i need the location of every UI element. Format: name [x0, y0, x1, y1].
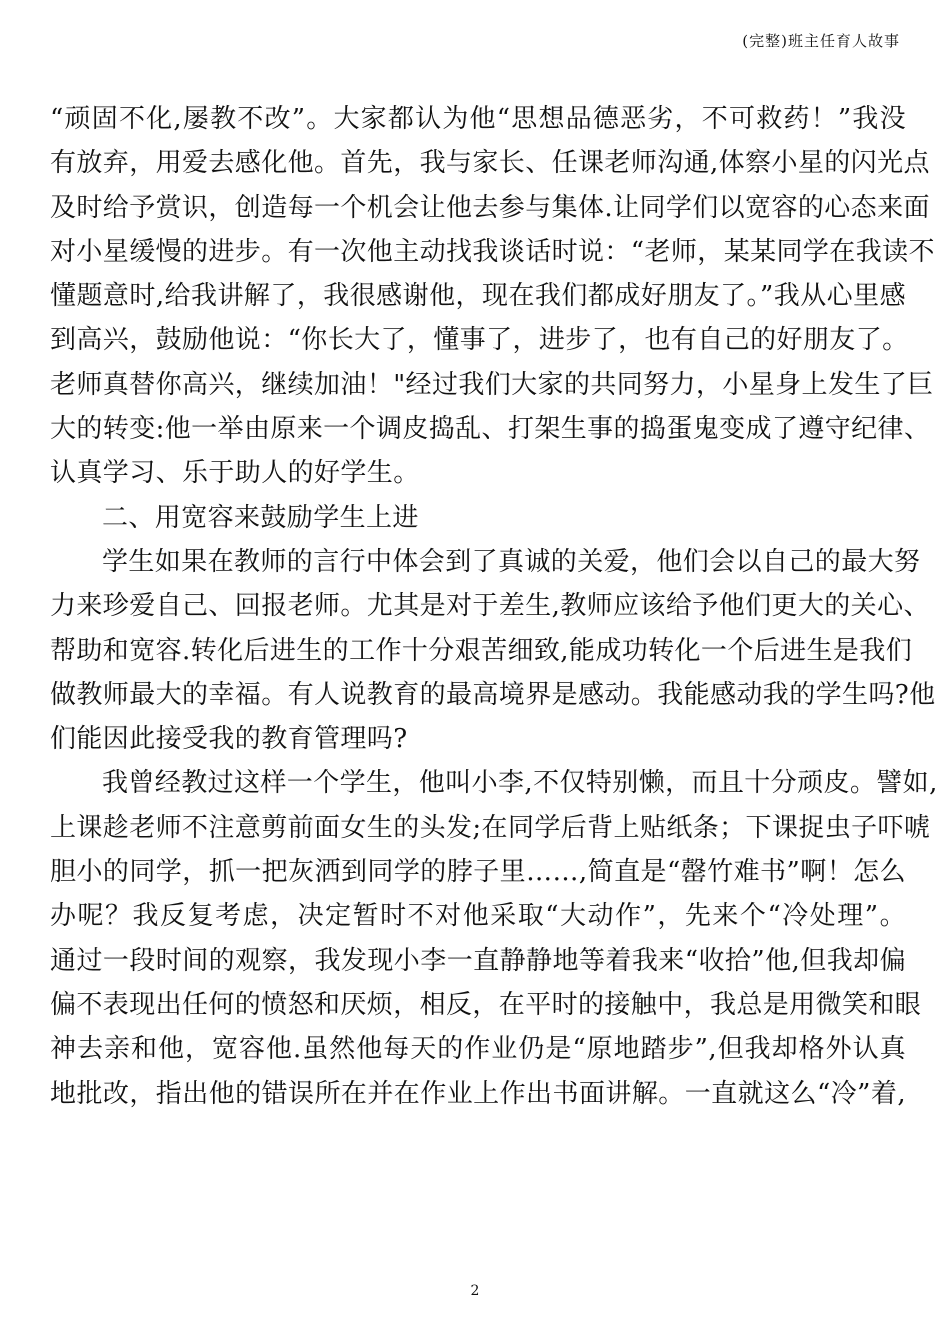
text-line: 有放弃，用爱去感化他。首先，我与家长、任课老师沟通,体察小星的闪光点	[50, 148, 930, 179]
page-number: 2	[470, 1283, 480, 1299]
text-line: 做教师最大的幸福。有人说教育的最高境界是感动。我能感动我的学生吗?他	[50, 679, 936, 710]
text-line: 办呢？我反复考虑，决定暂时不对他采取“大动作”，先来个“冷处理”。	[50, 901, 906, 932]
text-line: 懂题意时,给我讲解了，我很感谢他，现在我们都成好朋友了。”我从心里感	[50, 281, 906, 312]
text-line: 我曾经教过这样一个学生，他叫小李,不仅特别懒，而且十分顽皮。譬如,	[102, 768, 938, 799]
text-line: 上课趁老师不注意剪前面女生的头发;在同学后背上贴纸条；下课捉虫子吓唬	[50, 812, 931, 843]
text-line: 力来珍爱自己、回报老师。尤其是对于差生,教师应该给予他们更大的关心、	[50, 591, 930, 622]
text-line: 学生如果在教师的言行中体会到了真诚的关爱，他们会以自己的最大努	[102, 546, 921, 577]
section-heading: 二、用宽容来鼓励学生上进	[102, 502, 419, 533]
text-line: 们能因此接受我的教育管理吗?	[50, 724, 408, 755]
document-header-title: (完整)班主任育人故事	[742, 32, 900, 50]
text-line: 帮助和宽容.转化后进生的工作十分艰苦细致,能成功转化一个后进生是我们	[50, 635, 913, 666]
text-line: 地批改，指出他的错误所在并在作业上作出书面讲解。一直就这么“冷”着,	[50, 1078, 906, 1109]
text-line: 及时给予赏识，创造每一个机会让他去参与集体.让同学们以宽容的心态来面	[50, 192, 930, 223]
text-line: 胆小的同学，抓一把灰洒到同学的脖子里……,简直是“罄竹难书”啊！怎么	[50, 857, 906, 888]
text-line: 到高兴，鼓励他说：“你长大了，懂事了，进步了，也有自己的好朋友了。	[50, 325, 909, 356]
text-line: 老师真替你高兴，继续加油！"经过我们大家的共同努力，小星身上发生了巨	[50, 369, 934, 400]
text-line: 偏不表现出任何的愤怒和厌烦，相反，在平时的接触中，我总是用微笑和眼	[50, 989, 922, 1020]
text-line: 通过一段时间的观察，我发现小李一直静静地等着我来“收拾”他,但我却偏	[50, 945, 906, 976]
document-body	[50, 97, 938, 1116]
text-line: 对小星缓慢的进步。有一次他主动找我谈话时说：“老师，某某同学在我读不	[50, 236, 935, 267]
text-line: “顽固不化,屡教不改”。大家都认为他“思想品德恶劣，不可救药！”我没	[50, 104, 906, 134]
text-line: 认真学习、乐于助人的好学生。	[50, 458, 420, 489]
text-line: 神去亲和他，宽容他.虽然他每天的作业仍是“原地踏步”,但我却格外认真	[50, 1034, 906, 1065]
text-line: 大的转变:他一举由原来一个调皮捣乱、打架生事的捣蛋鬼变成了遵守纪律、	[50, 414, 931, 445]
